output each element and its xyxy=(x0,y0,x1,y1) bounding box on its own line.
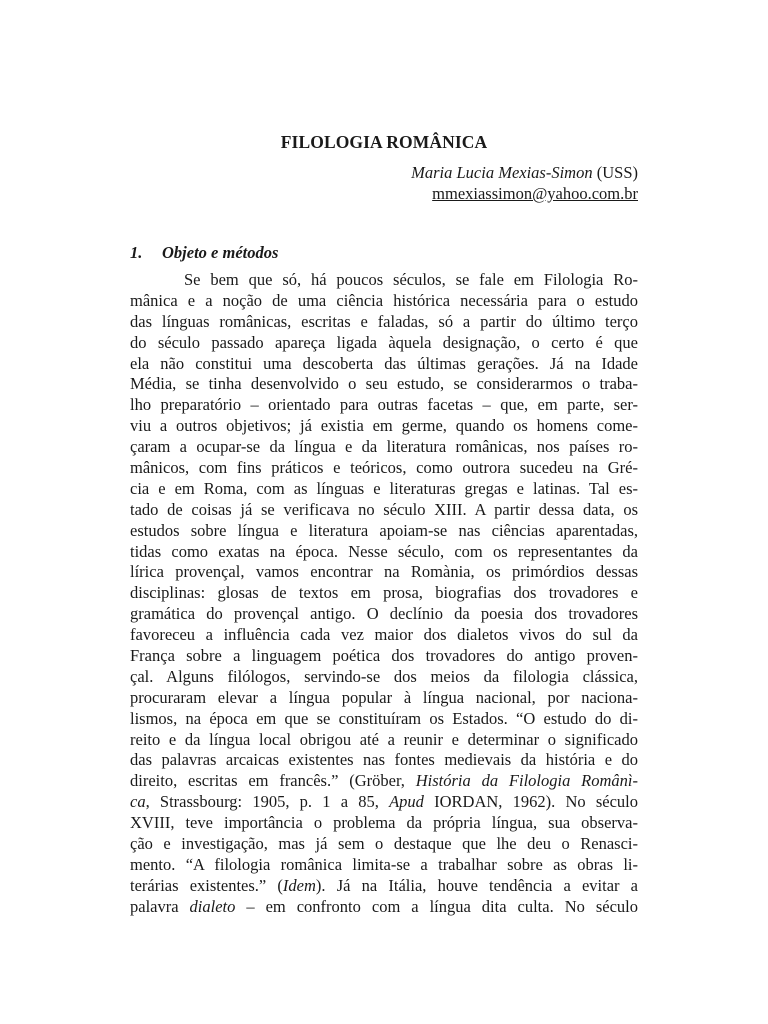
text-segment: ção e investigação, mas já sem o destaque que lhe deu o Renasci- xyxy=(130,834,638,854)
text-line xyxy=(130,688,638,709)
text-line xyxy=(130,834,638,855)
section-number: 1. xyxy=(130,243,143,262)
text-line xyxy=(130,709,638,730)
text-line xyxy=(130,542,638,563)
text-line xyxy=(130,813,638,834)
text-line xyxy=(130,416,638,437)
text-segment: direito, escritas em francês.” (Gröber, xyxy=(130,771,416,791)
author-line xyxy=(300,162,638,183)
text-line xyxy=(130,270,638,291)
text-line xyxy=(130,500,638,521)
author-name: Maria Lucia Mexias-Simon xyxy=(411,163,593,182)
italic-text: Idem xyxy=(282,875,316,895)
italic-text: Apud xyxy=(389,792,424,812)
text-segment: – em confronto com a língua dita culta. No século xyxy=(235,896,638,916)
text-line xyxy=(130,333,638,354)
text-line xyxy=(130,604,638,625)
text-line xyxy=(130,562,638,583)
text-segment: tidas como exatas na época. Nesse século, com os representantes da xyxy=(130,541,638,561)
text-line xyxy=(130,354,638,375)
text-segment: , Strassbourg: 1905, p. 1 a 85, xyxy=(145,792,390,812)
text-segment: tado de coisas já se verificava no século XIII. A partir dessa data, os xyxy=(130,499,638,519)
text-segment: Média, se tinha desenvolvido o seu estudo, se considerarmos o traba- xyxy=(130,374,638,394)
text-segment: palavra xyxy=(130,896,190,916)
text-segment: mânicos, com fins práticos e teóricos, como outrora sucedeu na Gré- xyxy=(130,458,638,478)
text-line xyxy=(130,730,638,751)
text-segment: çal. Alguns filólogos, servindo-se dos meios da filologia clássica, xyxy=(130,666,638,686)
text-line xyxy=(130,291,638,312)
text-segment: das línguas românicas, escritas e faladas, só a partir do último terço xyxy=(130,311,638,331)
text-segment: favoreceu a influência cada vez maior dos dialetos vivos do sul da xyxy=(130,625,638,645)
text-segment: mânica e a noção de uma ciência histórica necessária para o estudo xyxy=(130,290,638,310)
text-line xyxy=(130,792,638,813)
text-line xyxy=(130,479,638,500)
text-segment: mento. “A filologia românica limita-se a trabalhar sobre as obras li- xyxy=(130,854,638,874)
author-affiliation: (USS) xyxy=(592,163,638,182)
text-segment: procuraram elevar a língua popular à língua nacional, por naciona- xyxy=(130,687,638,707)
text-line xyxy=(130,583,638,604)
text-line xyxy=(130,437,638,458)
text-line xyxy=(130,395,638,416)
text-segment: lho preparatório – orientado para outras facetas – que, em parte, ser- xyxy=(130,395,638,415)
section-heading xyxy=(130,243,278,263)
text-line xyxy=(130,750,638,771)
text-segment: França sobre a linguagem poética dos trovadores do antigo proven- xyxy=(130,646,638,666)
italic-text: dialeto xyxy=(189,896,236,916)
text-segment: reito e da língua local obrigou até a reunir e determinar o significado xyxy=(130,729,638,749)
text-segment: ela não constitui uma descoberta das últimas gerações. Já na Idade xyxy=(130,353,638,373)
text-line xyxy=(130,667,638,688)
text-segment: gramática do provençal antigo. O declínio da poesia dos trovadores xyxy=(130,604,638,624)
text-segment: lismos, na época em que se constituíram os Estados. “O estudo do di- xyxy=(130,708,638,728)
text-line xyxy=(130,897,638,918)
document-title: FILOLOGIA ROMÂNICA xyxy=(280,132,488,152)
text-line xyxy=(130,876,638,897)
author-email-link[interactable]: mmexiassimon@yahoo.com.br xyxy=(432,184,638,203)
text-segment: disciplinas: glosas de textos em prosa, biografias dos trovadores e xyxy=(130,583,638,603)
italic-text: História da Filologia Românì- xyxy=(415,771,638,791)
text-segment: do século passado apareça ligada àquela designação, o certo é que xyxy=(130,332,638,352)
text-line xyxy=(130,458,638,479)
text-segment: terárias existentes.” ( xyxy=(130,875,283,895)
author-block xyxy=(300,162,638,204)
text-segment: estudos sobre língua e literatura apoiam-se nas ciências aparentadas, xyxy=(130,520,638,540)
text-line xyxy=(130,855,638,876)
text-segment: XVIII, teve importância o problema da própria língua, sua observa- xyxy=(130,813,638,833)
text-segment: lírica provençal, vamos encontrar na Romània, os primórdios dessas xyxy=(130,562,638,582)
body-paragraph xyxy=(130,270,638,918)
text-segment: IORDAN, 1962). No século xyxy=(423,792,638,812)
text-segment: cia e em Roma, com as línguas e literaturas gregas e latinas. Tal es- xyxy=(130,478,638,498)
text-segment: ). Já na Itália, houve tendência a evitar a xyxy=(315,875,639,895)
text-line xyxy=(130,625,638,646)
text-segment: viu a outros objetivos; já existia em germe, quando os homens come- xyxy=(130,416,638,436)
text-line xyxy=(130,771,638,792)
section-title: Objeto e métodos xyxy=(162,243,279,262)
text-line xyxy=(130,521,638,542)
text-line xyxy=(130,312,638,333)
text-line xyxy=(130,374,638,395)
text-segment: das palavras arcaicas existentes nas fontes medievais da história e do xyxy=(130,750,638,770)
text-segment: Se bem que só, há poucos séculos, se fale em Filologia Ro- xyxy=(184,270,638,289)
italic-text: ca xyxy=(130,792,146,812)
text-line xyxy=(130,646,638,667)
text-segment: çaram a ocupar-se da língua e da literatura românicas, nos países ro- xyxy=(130,437,638,457)
